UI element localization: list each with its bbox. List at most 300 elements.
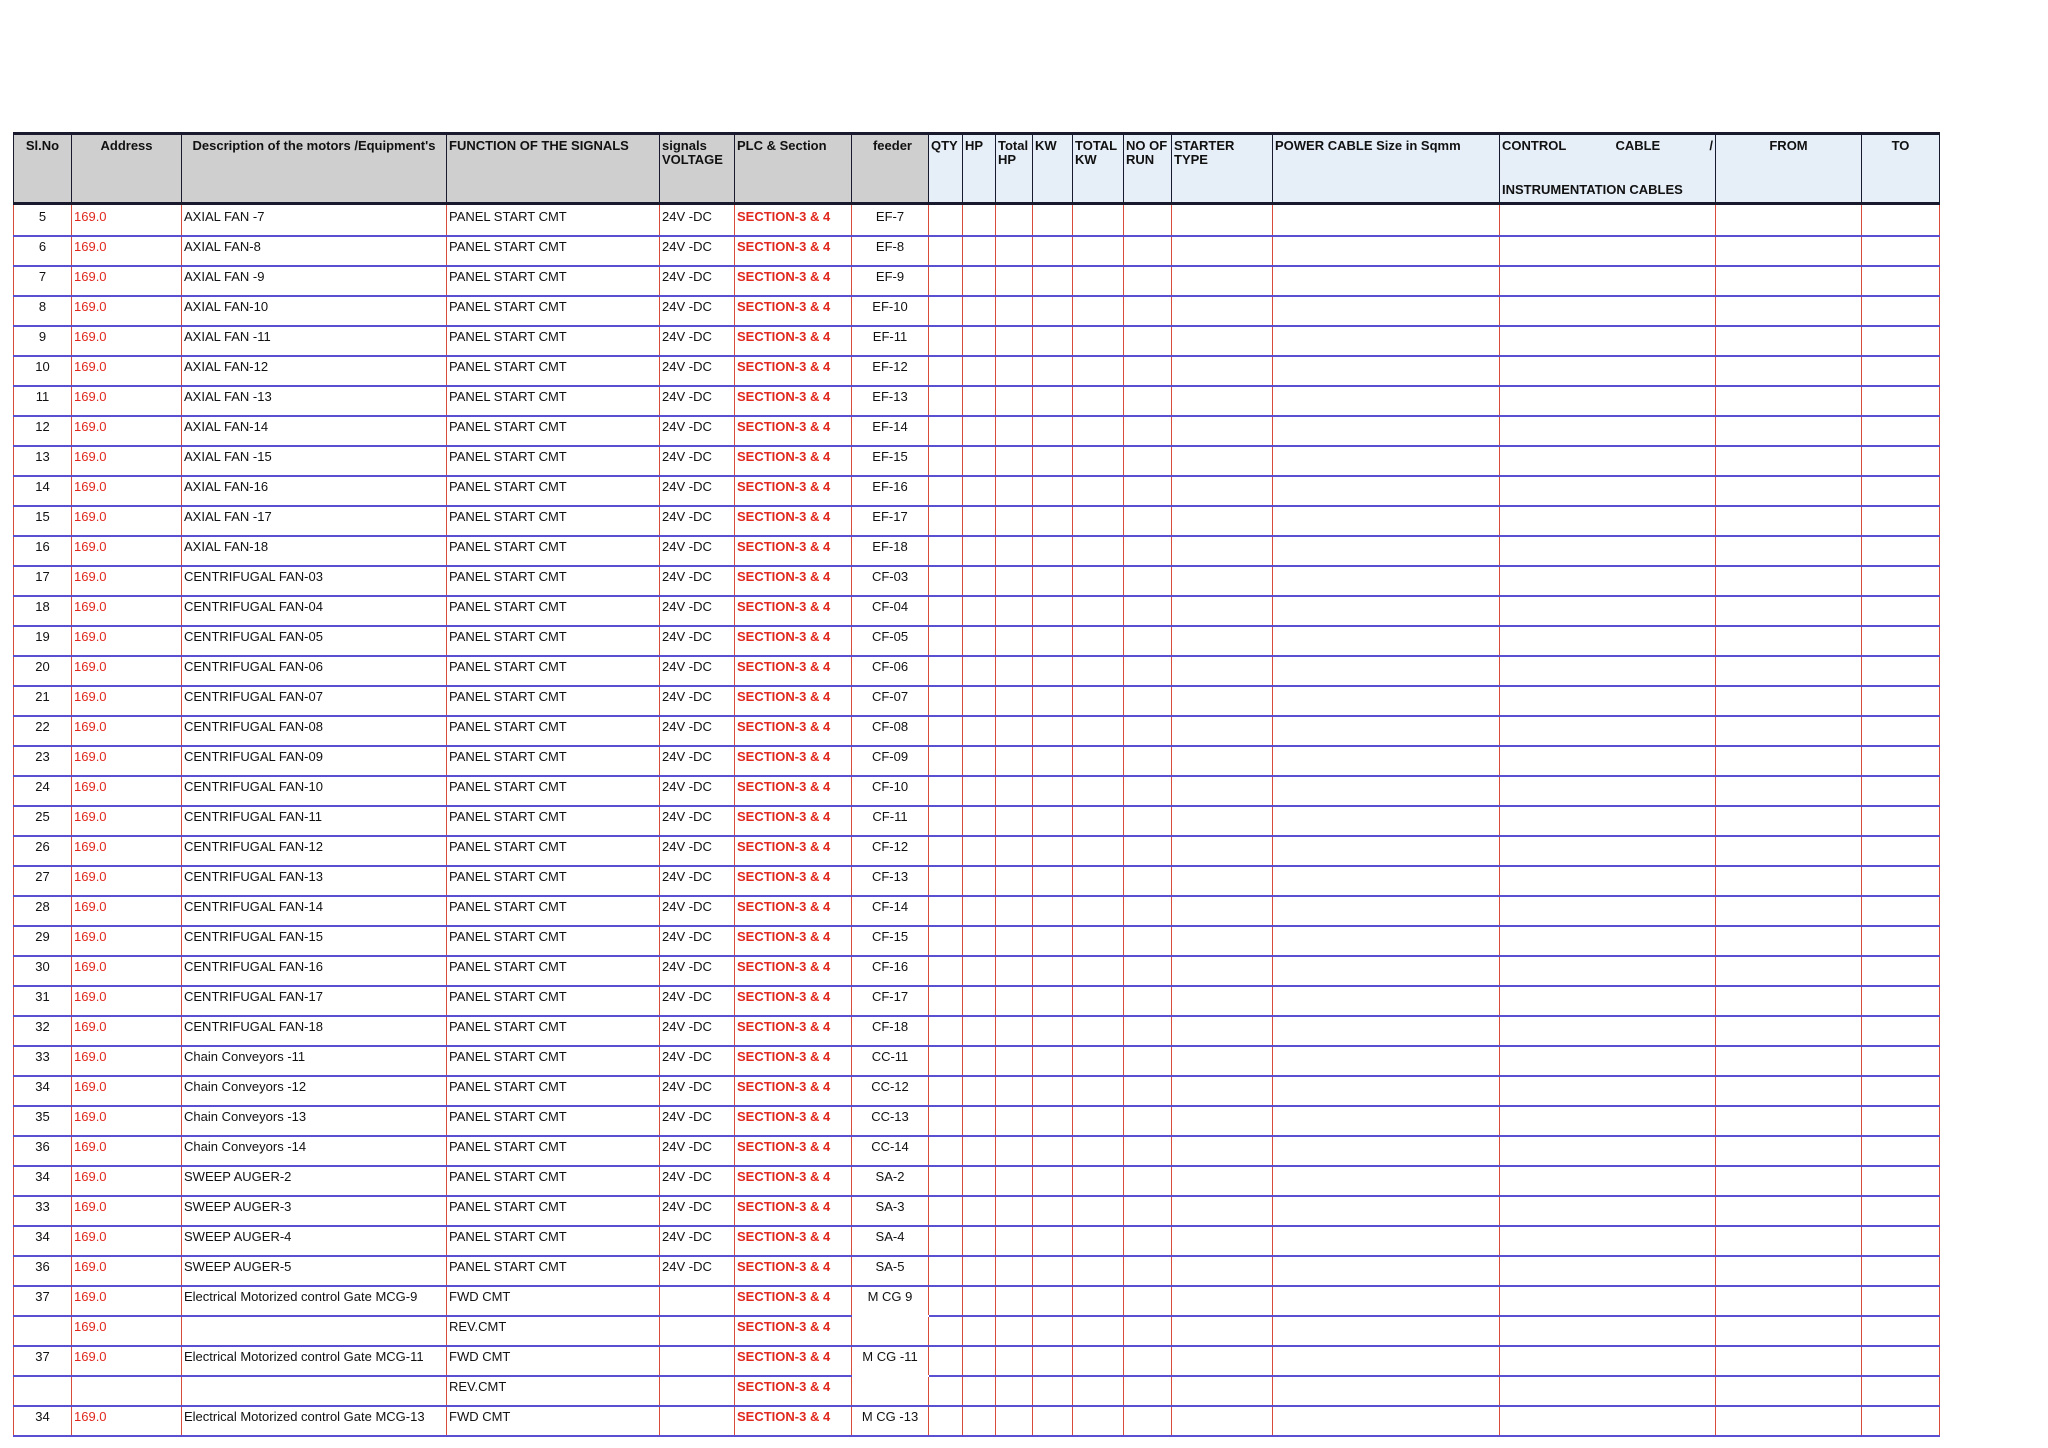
cell-description[interactable]: CENTRIFUGAL FAN-11: [182, 806, 447, 836]
cell-feeder[interactable]: CF-14: [852, 896, 929, 926]
cell-description[interactable]: CENTRIFUGAL FAN-17: [182, 986, 447, 1016]
cell-control-cable[interactable]: [1500, 596, 1716, 626]
cell-kw[interactable]: [1033, 1256, 1073, 1286]
cell-qty[interactable]: [929, 806, 963, 836]
cell-starter-type[interactable]: [1172, 1226, 1273, 1256]
cell-hp[interactable]: [963, 1016, 996, 1046]
cell-hp[interactable]: [963, 1256, 996, 1286]
cell-starter-type[interactable]: [1172, 1196, 1273, 1226]
cell-function[interactable]: PANEL START CMT: [447, 1106, 660, 1136]
cell-function[interactable]: PANEL START CMT: [447, 416, 660, 446]
cell-power-cable[interactable]: [1273, 506, 1500, 536]
cell-qty[interactable]: [929, 1286, 963, 1316]
cell-slno[interactable]: 15: [14, 506, 72, 536]
cell-hp[interactable]: [963, 986, 996, 1016]
cell-no-of-run[interactable]: [1124, 566, 1172, 596]
cell-starter-type[interactable]: [1172, 266, 1273, 296]
cell-control-cable[interactable]: [1500, 1346, 1716, 1376]
cell-no-of-run[interactable]: [1124, 446, 1172, 476]
cell-address[interactable]: 169.0: [72, 386, 182, 416]
cell-function[interactable]: REV.CMT: [447, 1316, 660, 1346]
cell-hp[interactable]: [963, 1316, 996, 1346]
cell-feeder[interactable]: CF-18: [852, 1016, 929, 1046]
cell-to[interactable]: [1862, 1196, 1940, 1226]
cell-feeder[interactable]: EF-18: [852, 536, 929, 566]
cell-total-hp[interactable]: [996, 1076, 1033, 1106]
cell-feeder[interactable]: EF-17: [852, 506, 929, 536]
cell-total-kw[interactable]: [1073, 356, 1124, 386]
cell-to[interactable]: [1862, 476, 1940, 506]
cell-hp[interactable]: [963, 416, 996, 446]
cell-to[interactable]: [1862, 896, 1940, 926]
cell-feeder[interactable]: CF-10: [852, 776, 929, 806]
cell-qty[interactable]: [929, 296, 963, 326]
cell-total-hp[interactable]: [996, 956, 1033, 986]
cell-kw[interactable]: [1033, 956, 1073, 986]
cell-kw[interactable]: [1033, 986, 1073, 1016]
cell-no-of-run[interactable]: [1124, 1106, 1172, 1136]
cell-control-cable[interactable]: [1500, 266, 1716, 296]
cell-power-cable[interactable]: [1273, 836, 1500, 866]
cell-address[interactable]: 169.0: [72, 416, 182, 446]
cell-description[interactable]: Chain Conveyors -11: [182, 1046, 447, 1076]
cell-total-kw[interactable]: [1073, 236, 1124, 266]
cell-control-cable[interactable]: [1500, 416, 1716, 446]
cell-power-cable[interactable]: [1273, 986, 1500, 1016]
cell-slno[interactable]: 34: [14, 1076, 72, 1106]
cell-feeder[interactable]: CF-09: [852, 746, 929, 776]
cell-feeder[interactable]: EF-8: [852, 236, 929, 266]
cell-power-cable[interactable]: [1273, 806, 1500, 836]
cell-feeder[interactable]: EF-9: [852, 266, 929, 296]
cell-total-hp[interactable]: [996, 386, 1033, 416]
cell-starter-type[interactable]: [1172, 956, 1273, 986]
cell-power-cable[interactable]: [1273, 1256, 1500, 1286]
cell-function[interactable]: PANEL START CMT: [447, 566, 660, 596]
cell-power-cable[interactable]: [1273, 1406, 1500, 1436]
cell-description[interactable]: [182, 1316, 447, 1346]
cell-slno[interactable]: 26: [14, 836, 72, 866]
cell-total-hp[interactable]: [996, 986, 1033, 1016]
cell-starter-type[interactable]: [1172, 686, 1273, 716]
cell-voltage[interactable]: 24V -DC: [660, 1166, 735, 1196]
cell-voltage[interactable]: 24V -DC: [660, 416, 735, 446]
cell-slno[interactable]: 12: [14, 416, 72, 446]
cell-address[interactable]: 169.0: [72, 596, 182, 626]
cell-slno[interactable]: 6: [14, 236, 72, 266]
cell-kw[interactable]: [1033, 476, 1073, 506]
cell-function[interactable]: FWD CMT: [447, 1286, 660, 1316]
cell-description[interactable]: CENTRIFUGAL FAN-07: [182, 686, 447, 716]
cell-hp[interactable]: [963, 896, 996, 926]
cell-to[interactable]: [1862, 626, 1940, 656]
cell-no-of-run[interactable]: [1124, 896, 1172, 926]
cell-control-cable[interactable]: [1500, 1016, 1716, 1046]
cell-total-kw[interactable]: [1073, 686, 1124, 716]
cell-slno[interactable]: 27: [14, 866, 72, 896]
cell-to[interactable]: [1862, 926, 1940, 956]
cell-power-cable[interactable]: [1273, 356, 1500, 386]
cell-from[interactable]: [1716, 926, 1862, 956]
cell-total-hp[interactable]: [996, 326, 1033, 356]
cell-feeder[interactable]: EF-12: [852, 356, 929, 386]
cell-power-cable[interactable]: [1273, 536, 1500, 566]
cell-to[interactable]: [1862, 326, 1940, 356]
cell-slno[interactable]: [14, 1316, 72, 1346]
cell-plc-section[interactable]: SECTION-3 & 4: [735, 386, 852, 416]
cell-no-of-run[interactable]: [1124, 1046, 1172, 1076]
cell-to[interactable]: [1862, 686, 1940, 716]
cell-address[interactable]: 169.0: [72, 1196, 182, 1226]
cell-qty[interactable]: [929, 1166, 963, 1196]
cell-to[interactable]: [1862, 806, 1940, 836]
cell-to[interactable]: [1862, 1046, 1940, 1076]
cell-to[interactable]: [1862, 956, 1940, 986]
cell-control-cable[interactable]: [1500, 776, 1716, 806]
cell-starter-type[interactable]: [1172, 536, 1273, 566]
cell-function[interactable]: PANEL START CMT: [447, 506, 660, 536]
cell-hp[interactable]: [963, 1136, 996, 1166]
cell-from[interactable]: [1716, 626, 1862, 656]
cell-address[interactable]: 169.0: [72, 866, 182, 896]
cell-qty[interactable]: [929, 596, 963, 626]
cell-description[interactable]: AXIAL FAN-14: [182, 416, 447, 446]
cell-slno[interactable]: 8: [14, 296, 72, 326]
cell-feeder[interactable]: SA-4: [852, 1226, 929, 1256]
cell-address[interactable]: 169.0: [72, 506, 182, 536]
cell-slno[interactable]: 30: [14, 956, 72, 986]
cell-function[interactable]: PANEL START CMT: [447, 1226, 660, 1256]
cell-starter-type[interactable]: [1172, 1346, 1273, 1376]
cell-description[interactable]: SWEEP AUGER-2: [182, 1166, 447, 1196]
cell-slno[interactable]: 14: [14, 476, 72, 506]
cell-control-cable[interactable]: [1500, 1046, 1716, 1076]
cell-hp[interactable]: [963, 956, 996, 986]
cell-kw[interactable]: [1033, 204, 1073, 237]
cell-plc-section[interactable]: SECTION-3 & 4: [735, 1076, 852, 1106]
cell-to[interactable]: [1862, 506, 1940, 536]
cell-hp[interactable]: [963, 446, 996, 476]
cell-slno[interactable]: 33: [14, 1196, 72, 1226]
cell-description[interactable]: AXIAL FAN -7: [182, 204, 447, 237]
cell-feeder[interactable]: EF-7: [852, 204, 929, 237]
cell-to[interactable]: [1862, 986, 1940, 1016]
cell-from[interactable]: [1716, 506, 1862, 536]
cell-from[interactable]: [1716, 776, 1862, 806]
cell-total-hp[interactable]: [996, 896, 1033, 926]
cell-voltage[interactable]: 24V -DC: [660, 536, 735, 566]
cell-total-kw[interactable]: [1073, 866, 1124, 896]
cell-voltage[interactable]: 24V -DC: [660, 596, 735, 626]
cell-starter-type[interactable]: [1172, 356, 1273, 386]
cell-function[interactable]: PANEL START CMT: [447, 866, 660, 896]
cell-description[interactable]: CENTRIFUGAL FAN-14: [182, 896, 447, 926]
cell-kw[interactable]: [1033, 1226, 1073, 1256]
cell-hp[interactable]: [963, 656, 996, 686]
cell-plc-section[interactable]: SECTION-3 & 4: [735, 926, 852, 956]
cell-plc-section[interactable]: SECTION-3 & 4: [735, 204, 852, 237]
cell-plc-section[interactable]: SECTION-3 & 4: [735, 866, 852, 896]
cell-no-of-run[interactable]: [1124, 956, 1172, 986]
cell-power-cable[interactable]: [1273, 956, 1500, 986]
cell-address[interactable]: 169.0: [72, 204, 182, 237]
cell-description[interactable]: CENTRIFUGAL FAN-03: [182, 566, 447, 596]
cell-function[interactable]: PANEL START CMT: [447, 1136, 660, 1166]
cell-address[interactable]: [72, 1376, 182, 1406]
cell-total-hp[interactable]: [996, 1136, 1033, 1166]
cell-plc-section[interactable]: SECTION-3 & 4: [735, 626, 852, 656]
cell-no-of-run[interactable]: [1124, 1136, 1172, 1166]
cell-plc-section[interactable]: SECTION-3 & 4: [735, 1106, 852, 1136]
cell-slno[interactable]: 19: [14, 626, 72, 656]
cell-voltage[interactable]: 24V -DC: [660, 836, 735, 866]
cell-starter-type[interactable]: [1172, 656, 1273, 686]
cell-power-cable[interactable]: [1273, 1136, 1500, 1166]
cell-function[interactable]: REV.CMT: [447, 1376, 660, 1406]
cell-total-kw[interactable]: [1073, 536, 1124, 566]
cell-starter-type[interactable]: [1172, 896, 1273, 926]
cell-address[interactable]: 169.0: [72, 326, 182, 356]
cell-qty[interactable]: [929, 446, 963, 476]
cell-control-cable[interactable]: [1500, 536, 1716, 566]
cell-hp[interactable]: [963, 1406, 996, 1436]
cell-kw[interactable]: [1033, 266, 1073, 296]
cell-feeder[interactable]: CF-11: [852, 806, 929, 836]
cell-power-cable[interactable]: [1273, 686, 1500, 716]
cell-power-cable[interactable]: [1273, 746, 1500, 776]
cell-kw[interactable]: [1033, 1286, 1073, 1316]
cell-control-cable[interactable]: [1500, 1376, 1716, 1406]
cell-hp[interactable]: [963, 1106, 996, 1136]
cell-no-of-run[interactable]: [1124, 1016, 1172, 1046]
cell-from[interactable]: [1716, 836, 1862, 866]
cell-qty[interactable]: [929, 326, 963, 356]
cell-plc-section[interactable]: SECTION-3 & 4: [735, 236, 852, 266]
cell-feeder[interactable]: CF-12: [852, 836, 929, 866]
cell-power-cable[interactable]: [1273, 266, 1500, 296]
cell-address[interactable]: 169.0: [72, 566, 182, 596]
cell-from[interactable]: [1716, 656, 1862, 686]
cell-from[interactable]: [1716, 566, 1862, 596]
cell-qty[interactable]: [929, 1376, 963, 1406]
cell-description[interactable]: AXIAL FAN -9: [182, 266, 447, 296]
cell-control-cable[interactable]: [1500, 806, 1716, 836]
cell-plc-section[interactable]: SECTION-3 & 4: [735, 836, 852, 866]
cell-to[interactable]: [1862, 1346, 1940, 1376]
cell-plc-section[interactable]: SECTION-3 & 4: [735, 1406, 852, 1436]
cell-control-cable[interactable]: [1500, 716, 1716, 746]
cell-qty[interactable]: [929, 956, 963, 986]
cell-feeder[interactable]: CF-03: [852, 566, 929, 596]
cell-function[interactable]: PANEL START CMT: [447, 626, 660, 656]
cell-qty[interactable]: [929, 686, 963, 716]
cell-feeder[interactable]: CF-05: [852, 626, 929, 656]
cell-control-cable[interactable]: [1500, 566, 1716, 596]
cell-address[interactable]: 169.0: [72, 1406, 182, 1436]
cell-plc-section[interactable]: SECTION-3 & 4: [735, 596, 852, 626]
cell-feeder[interactable]: EF-10: [852, 296, 929, 326]
cell-total-hp[interactable]: [996, 416, 1033, 446]
cell-qty[interactable]: [929, 896, 963, 926]
cell-qty[interactable]: [929, 1106, 963, 1136]
cell-address[interactable]: 169.0: [72, 926, 182, 956]
cell-from[interactable]: [1716, 1226, 1862, 1256]
cell-starter-type[interactable]: [1172, 1166, 1273, 1196]
cell-kw[interactable]: [1033, 926, 1073, 956]
cell-slno[interactable]: 37: [14, 1286, 72, 1316]
cell-total-kw[interactable]: [1073, 296, 1124, 326]
cell-qty[interactable]: [929, 386, 963, 416]
cell-kw[interactable]: [1033, 776, 1073, 806]
cell-slno[interactable]: 11: [14, 386, 72, 416]
cell-starter-type[interactable]: [1172, 204, 1273, 237]
cell-plc-section[interactable]: SECTION-3 & 4: [735, 326, 852, 356]
cell-address[interactable]: 169.0: [72, 1016, 182, 1046]
cell-power-cable[interactable]: [1273, 476, 1500, 506]
cell-hp[interactable]: [963, 356, 996, 386]
cell-voltage[interactable]: [660, 1316, 735, 1346]
cell-no-of-run[interactable]: [1124, 866, 1172, 896]
cell-control-cable[interactable]: [1500, 686, 1716, 716]
cell-address[interactable]: 169.0: [72, 836, 182, 866]
cell-voltage[interactable]: 24V -DC: [660, 326, 735, 356]
cell-no-of-run[interactable]: [1124, 536, 1172, 566]
cell-to[interactable]: [1862, 1166, 1940, 1196]
cell-control-cable[interactable]: [1500, 896, 1716, 926]
cell-description[interactable]: Chain Conveyors -13: [182, 1106, 447, 1136]
cell-kw[interactable]: [1033, 326, 1073, 356]
cell-total-hp[interactable]: [996, 596, 1033, 626]
cell-no-of-run[interactable]: [1124, 776, 1172, 806]
cell-function[interactable]: PANEL START CMT: [447, 806, 660, 836]
cell-address[interactable]: 169.0: [72, 896, 182, 926]
cell-hp[interactable]: [963, 566, 996, 596]
cell-feeder[interactable]: SA-3: [852, 1196, 929, 1226]
cell-no-of-run[interactable]: [1124, 656, 1172, 686]
cell-description[interactable]: Electrical Motorized control Gate MCG-9: [182, 1286, 447, 1316]
cell-address[interactable]: 169.0: [72, 476, 182, 506]
cell-no-of-run[interactable]: [1124, 1406, 1172, 1436]
cell-description[interactable]: AXIAL FAN-16: [182, 476, 447, 506]
cell-total-kw[interactable]: [1073, 896, 1124, 926]
cell-description[interactable]: SWEEP AUGER-5: [182, 1256, 447, 1286]
cell-starter-type[interactable]: [1172, 866, 1273, 896]
cell-function[interactable]: PANEL START CMT: [447, 386, 660, 416]
cell-starter-type[interactable]: [1172, 596, 1273, 626]
cell-function[interactable]: PANEL START CMT: [447, 1166, 660, 1196]
cell-total-kw[interactable]: [1073, 446, 1124, 476]
cell-total-kw[interactable]: [1073, 1106, 1124, 1136]
cell-hp[interactable]: [963, 1196, 996, 1226]
cell-from[interactable]: [1716, 1106, 1862, 1136]
cell-voltage[interactable]: [660, 1406, 735, 1436]
cell-voltage[interactable]: 24V -DC: [660, 506, 735, 536]
cell-slno[interactable]: 7: [14, 266, 72, 296]
cell-from[interactable]: [1716, 476, 1862, 506]
cell-no-of-run[interactable]: [1124, 596, 1172, 626]
cell-voltage[interactable]: 24V -DC: [660, 1136, 735, 1166]
cell-power-cable[interactable]: [1273, 1016, 1500, 1046]
cell-plc-section[interactable]: SECTION-3 & 4: [735, 806, 852, 836]
cell-slno[interactable]: 23: [14, 746, 72, 776]
cell-function[interactable]: PANEL START CMT: [447, 1076, 660, 1106]
cell-slno[interactable]: [14, 1376, 72, 1406]
cell-total-hp[interactable]: [996, 1016, 1033, 1046]
cell-total-kw[interactable]: [1073, 1256, 1124, 1286]
cell-total-kw[interactable]: [1073, 1226, 1124, 1256]
cell-voltage[interactable]: 24V -DC: [660, 776, 735, 806]
cell-address[interactable]: 169.0: [72, 1256, 182, 1286]
cell-kw[interactable]: [1033, 1406, 1073, 1436]
cell-qty[interactable]: [929, 476, 963, 506]
cell-power-cable[interactable]: [1273, 776, 1500, 806]
cell-total-hp[interactable]: [996, 1406, 1033, 1436]
cell-plc-section[interactable]: SECTION-3 & 4: [735, 986, 852, 1016]
cell-slno[interactable]: 28: [14, 896, 72, 926]
cell-slno[interactable]: 35: [14, 1106, 72, 1136]
cell-slno[interactable]: 32: [14, 1016, 72, 1046]
cell-from[interactable]: [1716, 596, 1862, 626]
cell-total-kw[interactable]: [1073, 266, 1124, 296]
cell-control-cable[interactable]: [1500, 1196, 1716, 1226]
cell-to[interactable]: [1862, 776, 1940, 806]
cell-from[interactable]: [1716, 866, 1862, 896]
cell-no-of-run[interactable]: [1124, 686, 1172, 716]
cell-plc-section[interactable]: SECTION-3 & 4: [735, 1376, 852, 1406]
cell-qty[interactable]: [929, 836, 963, 866]
cell-plc-section[interactable]: SECTION-3 & 4: [735, 1136, 852, 1166]
cell-power-cable[interactable]: [1273, 1346, 1500, 1376]
cell-description[interactable]: CENTRIFUGAL FAN-15: [182, 926, 447, 956]
cell-address[interactable]: 169.0: [72, 656, 182, 686]
cell-kw[interactable]: [1033, 536, 1073, 566]
cell-control-cable[interactable]: [1500, 1106, 1716, 1136]
cell-address[interactable]: 169.0: [72, 626, 182, 656]
cell-slno[interactable]: 37: [14, 1346, 72, 1376]
cell-no-of-run[interactable]: [1124, 476, 1172, 506]
cell-plc-section[interactable]: SECTION-3 & 4: [735, 1286, 852, 1316]
cell-hp[interactable]: [963, 626, 996, 656]
cell-power-cable[interactable]: [1273, 1286, 1500, 1316]
cell-kw[interactable]: [1033, 446, 1073, 476]
cell-function[interactable]: PANEL START CMT: [447, 716, 660, 746]
cell-no-of-run[interactable]: [1124, 806, 1172, 836]
cell-control-cable[interactable]: [1500, 1316, 1716, 1346]
cell-total-kw[interactable]: [1073, 956, 1124, 986]
cell-hp[interactable]: [963, 266, 996, 296]
cell-total-kw[interactable]: [1073, 776, 1124, 806]
cell-no-of-run[interactable]: [1124, 1376, 1172, 1406]
cell-description[interactable]: SWEEP AUGER-4: [182, 1226, 447, 1256]
cell-total-hp[interactable]: [996, 1256, 1033, 1286]
cell-total-kw[interactable]: [1073, 1076, 1124, 1106]
cell-starter-type[interactable]: [1172, 626, 1273, 656]
cell-power-cable[interactable]: [1273, 236, 1500, 266]
cell-feeder[interactable]: CF-17: [852, 986, 929, 1016]
cell-kw[interactable]: [1033, 416, 1073, 446]
cell-qty[interactable]: [929, 1226, 963, 1256]
cell-starter-type[interactable]: [1172, 776, 1273, 806]
cell-feeder[interactable]: CF-16: [852, 956, 929, 986]
cell-power-cable[interactable]: [1273, 386, 1500, 416]
cell-kw[interactable]: [1033, 566, 1073, 596]
cell-power-cable[interactable]: [1273, 566, 1500, 596]
cell-total-kw[interactable]: [1073, 836, 1124, 866]
cell-to[interactable]: [1862, 296, 1940, 326]
cell-voltage[interactable]: 24V -DC: [660, 1016, 735, 1046]
cell-slno[interactable]: 10: [14, 356, 72, 386]
cell-to[interactable]: [1862, 386, 1940, 416]
